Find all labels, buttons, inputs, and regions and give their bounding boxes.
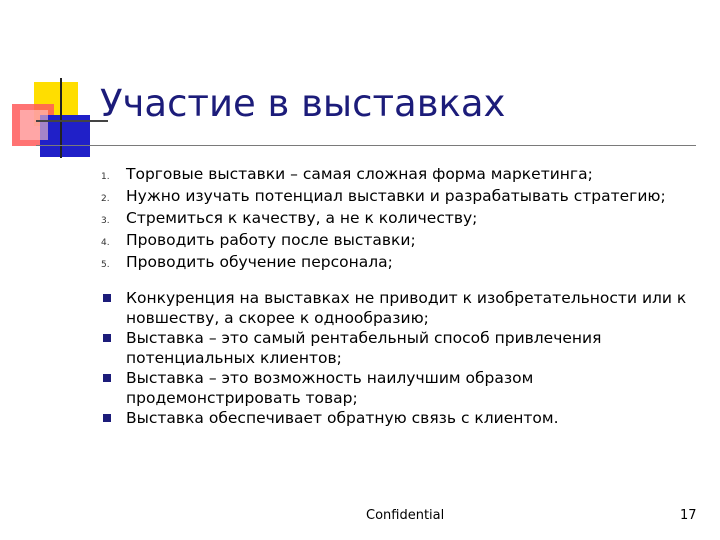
list-item-text: Выставка обеспечивает обратную связь с клиентом. <box>126 409 559 427</box>
list-item-text <box>126 288 698 328</box>
list-item-line: Выставка – это самый рентабельный способ привлечения <box>126 329 602 347</box>
list-item-line: продемонстрировать товар; <box>126 389 358 407</box>
list-item-line: потенциальных клиентов; <box>126 349 342 367</box>
footer-confidential: Confidential <box>366 508 445 523</box>
bullet-square-icon <box>103 334 111 342</box>
decor-pink-square <box>20 110 48 140</box>
list-number: 3. <box>101 216 110 226</box>
list-item-text <box>126 368 698 408</box>
list-item-line: Выставка – это возможность наилучшим образом <box>126 369 534 387</box>
bullet-square-icon <box>103 294 111 302</box>
title-rule <box>36 145 696 146</box>
list-item-line: Конкуренция на выставках не приводит к изобретательности или к <box>126 289 687 307</box>
list-item-text: Нужно изучать потенциал выставки и разрабатывать стратегию; <box>126 187 666 205</box>
page-number: 17 <box>680 508 697 523</box>
slide-title: Участие в выставках <box>100 82 506 125</box>
decor-vertical-line <box>60 78 62 158</box>
list-item-text: Торговые выставки – самая сложная форма маркетинга; <box>126 165 593 183</box>
list-number: 2. <box>101 194 110 204</box>
bullet-square-icon <box>103 414 111 422</box>
list-number: 5. <box>101 260 110 270</box>
list-item-text: Проводить работу после выставки; <box>126 231 416 249</box>
decor-horizontal-line <box>36 120 108 122</box>
list-item-line: новшеству, а скорее к однообразию; <box>126 309 429 327</box>
list-item-text: Проводить обучение персонала; <box>126 253 393 271</box>
bullet-square-icon <box>103 374 111 382</box>
list-item-text <box>126 328 698 368</box>
list-number: 1. <box>101 172 110 182</box>
list-number: 4. <box>101 238 110 248</box>
list-item-text: Стремиться к качеству, а не к количеству; <box>126 209 478 227</box>
